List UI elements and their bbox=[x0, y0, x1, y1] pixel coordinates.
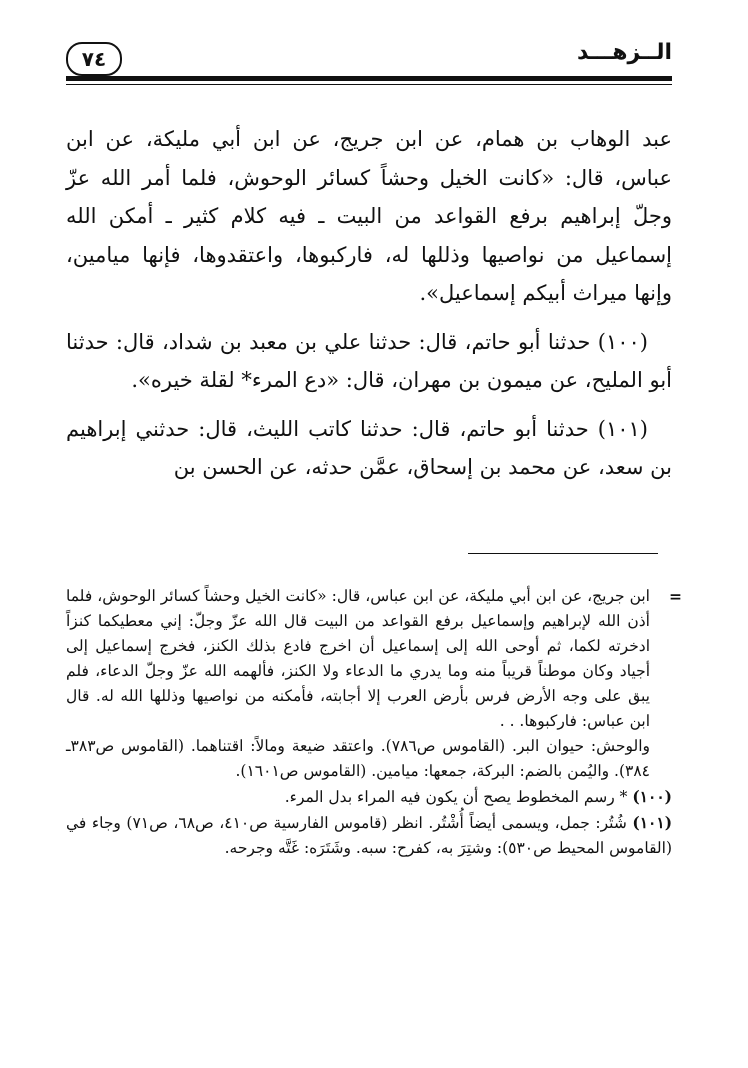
header-rule-thick bbox=[66, 76, 672, 81]
footnote-continuation-text: ابن جريج، عن ابن أبي مليكة، عن ابن عباس، قال: «كانت الخيل وحشاً كسائر الوحوش، فلما أذن الله لإبراهيم وإسماعيل برفع القواعد من البيت قال الله عزّ وجلّ: إني معطيكما كنزاً ادخرته لكما، ثم أوحى الله إلى إسماعيل أن اخرج فادع بذلك الكنز، فخرج إسماعيل إلى أجياد وكان موطناً قريباً منه وما يدري ما الدعاء ولا الكنز، فألهمه الله عزّ وجلّ الدعاء، فلم يبق على وجه الأرض فرس بأرض العرب إلا أجابته، فأمكنه من نواصيها وذللها الله له. قال ابن عباس: فاركبوها. . . bbox=[66, 587, 650, 730]
main-text bbox=[66, 120, 672, 497]
footnote-101-ref: (١٠١) bbox=[632, 813, 673, 832]
running-title: الــزهـــد bbox=[576, 40, 672, 65]
footnote-100-ref: (١٠٠) bbox=[632, 787, 672, 806]
footnote-continuation bbox=[66, 584, 682, 734]
footnotes bbox=[66, 584, 682, 861]
page-number: ٧٤ bbox=[66, 42, 122, 76]
footnote-wahsh-note: والوحش: حيوان البر. (القاموس ص٧٨٦). واعتقد ضيعة ومالاً: اقتناهما. (القاموس ص٣٨٣ـ ٣٨٤). واليُمن بالضم: البركة، جمعها: ميامين. (القاموس ص١٦٠١). bbox=[66, 737, 651, 780]
footnote-separator bbox=[468, 553, 658, 554]
header-rule-thin bbox=[66, 84, 672, 85]
continuation-marker: = bbox=[669, 587, 682, 606]
page-header bbox=[66, 40, 672, 88]
footnote-100-text: * رسم المخطوط يصح أن يكون فيه المراء بدل المرء. bbox=[284, 788, 628, 806]
footnote-101 bbox=[66, 810, 672, 861]
paragraph-101: (١٠١) حدثنا أبو حاتم، قال: حدثنا كاتب الليث، قال: حدثني إبراهيم بن سعد، عن محمد بن إسحاق، عمَّن حدثه، عن الحسن بن bbox=[66, 416, 672, 479]
footnote-100 bbox=[66, 784, 672, 810]
footnote-101-text: شُتُر: جمل، ويسمى أيضاً أُشْتُر. انظر (قاموس الفارسية ص٤١٠، ص٦٨، ص٧١) وجاء في (القاموس المحيط ص٥٣٠): وشتِرَ به، كفرح: سبه. وشَتَرَه: غَتَّه وجرحه. bbox=[66, 814, 672, 857]
paragraph-100: (١٠٠) حدثنا أبو حاتم، قال: حدثنا علي بن معبد بن شداد، قال: حدثنا أبو المليح، عن ميمون بن مهران، قال: «دع المرء* لقلة خيره». bbox=[66, 329, 672, 392]
paragraph-isnad-continuation: عبد الوهاب بن همام، عن ابن جريج، عن ابن أبي مليكة، عن ابن عباس، قال: «كانت الخيل وحشاً كسائر الوحوش، فلما أمر الله عزّ وجلّ إبراهيم برفع القواعد من البيت ـ فيه كلام كثير ـ أمكن الله إسماعيل من نواصيها وذللها له، فاركبوها، واعتقدوها، فإنها ميامين، وإنها ميراث أبيكم إسماعيل». bbox=[66, 127, 672, 305]
